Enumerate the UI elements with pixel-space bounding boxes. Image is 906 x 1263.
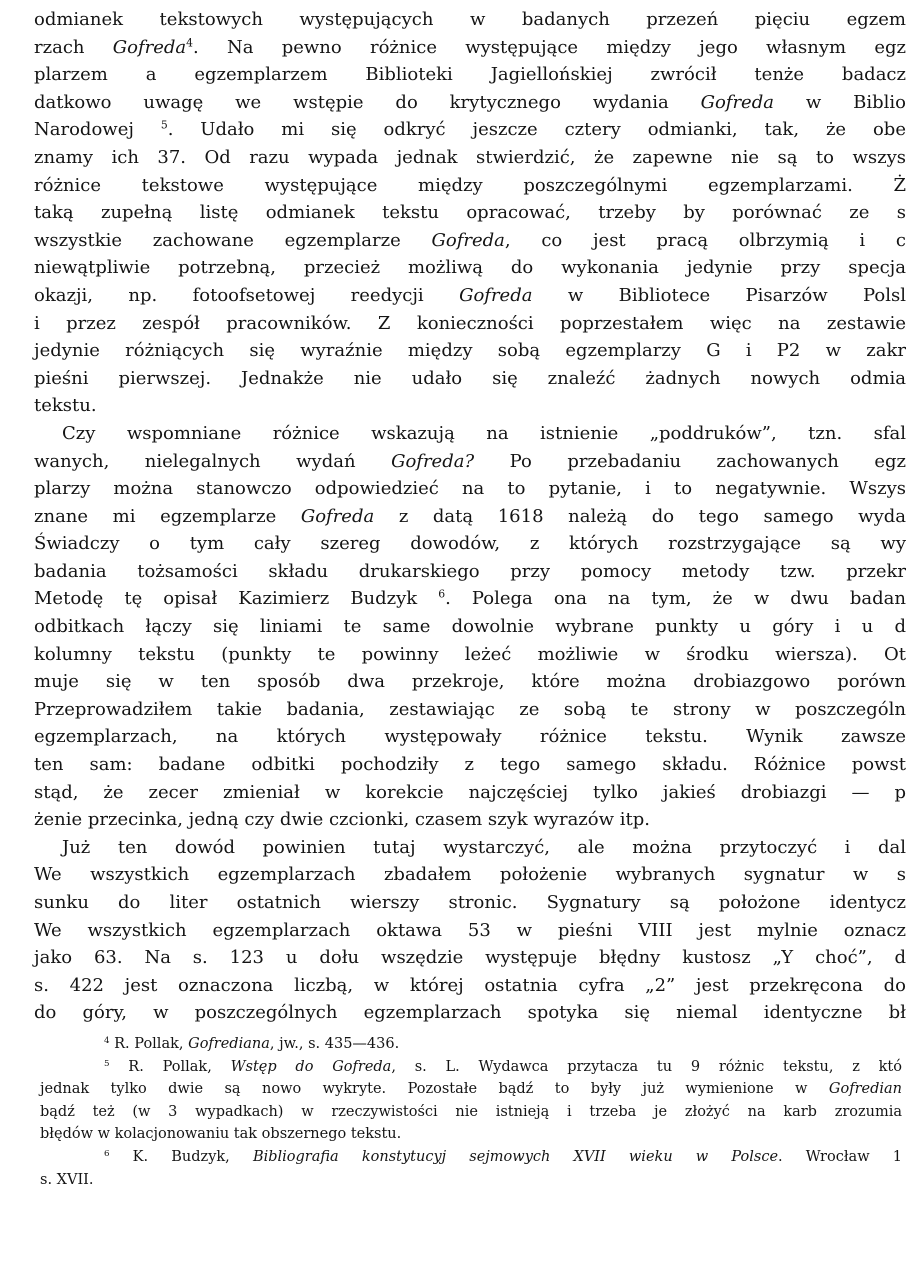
text-run: odbitkach łączy się liniami te same dowolnie wybrane punkty u góry i u d bbox=[34, 616, 906, 638]
text-line bbox=[34, 613, 906, 641]
text-line bbox=[34, 779, 906, 807]
footnote-ref: 6 bbox=[104, 1148, 110, 1159]
text-run: plarzy można stanowczo odpowiedzieć na to pytanie, i to negatywnie. Wszys bbox=[34, 478, 906, 500]
text-run: z datą 1618 należą do tego samego wyda bbox=[374, 505, 906, 527]
footnote-line bbox=[40, 1146, 902, 1169]
footnote-line bbox=[40, 1123, 902, 1146]
text-run: K. Budzyk, bbox=[109, 1148, 253, 1165]
italic-title: Gofreda bbox=[700, 91, 774, 113]
text-run: stąd, że zecer zmieniał w korekcie najczęściej tylko jakieś drobiazgi — p bbox=[34, 781, 906, 803]
text-run: We wszystkich egzemplarzach oktawa 53 w pieśni VIII jest mylnie oznacz bbox=[34, 919, 906, 941]
text-run: . Polega ona na tym, że w dwu badan bbox=[445, 588, 906, 610]
text-run: okazji, np. fotoofsetowej reedycji bbox=[34, 284, 460, 306]
text-line bbox=[34, 944, 906, 972]
text-run: Czy wspomniane różnice wskazują na istnienie „poddruków”, tzn. sfal bbox=[62, 422, 906, 444]
text-run: s. 422 jest oznaczona liczbą, w której ostatnia cyfra „2” jest przekręcona do bbox=[34, 974, 906, 996]
footnote-line bbox=[40, 1056, 902, 1079]
text-run: , co jest pracą olbrzymią i c bbox=[504, 229, 906, 251]
text-line bbox=[34, 227, 906, 255]
text-run: w Bibliotece Pisarzów Polsl bbox=[532, 284, 906, 306]
text-run: do góry, w poszczególnych egzemplarzach spotyka się niemal identyczne bł bbox=[34, 1002, 906, 1024]
text-run: Po przebadaniu zachowanych egz bbox=[474, 450, 906, 472]
text-run: jednak tylko dwie są nowo wykryte. Pozostałe bądź to były już wymienione w bbox=[40, 1081, 829, 1098]
text-line bbox=[34, 503, 906, 531]
text-run: , jw., s. 435—436. bbox=[269, 1036, 400, 1052]
text-run: plarzem a egzemplarzem Biblioteki Jagiellońskiej zwrócił tenże badacz bbox=[34, 64, 906, 86]
text-run: We wszystkich egzemplarzach zbadałem położenie wybranych sygnatur w s bbox=[34, 864, 906, 886]
text-run: Świadczy o tym cały szereg dowodów, z których rozstrzygające są wy bbox=[34, 533, 906, 555]
italic-title: Gofreda bbox=[300, 505, 375, 527]
text-run: różnice tekstowe występujące między poszczególnymi egzemplarzami. Ż bbox=[34, 174, 906, 196]
text-run: wszystkie zachowane egzemplarze bbox=[34, 229, 432, 251]
italic-title: Gofrediana bbox=[188, 1036, 270, 1052]
text-run: jedynie różniących się wyraźnie między sobą egzemplarzy G i P2 w zakr bbox=[34, 340, 906, 362]
footnotes bbox=[40, 1033, 902, 1191]
text-line bbox=[34, 254, 906, 282]
text-line bbox=[34, 392, 906, 420]
text-run: Przeprowadziłem takie badania, zestawiając ze sobą te strony w poszczególn bbox=[34, 698, 906, 720]
text-line bbox=[34, 530, 906, 558]
text-run: muje się w ten sposób dwa przekroje, które można drobiazgowo porówn bbox=[34, 671, 906, 693]
text-line bbox=[34, 365, 906, 393]
footnote-ref: 6 bbox=[438, 588, 446, 601]
text-run: Już ten dowód powinien tutaj wystarczyć, ale można przytoczyć i dal bbox=[62, 836, 906, 858]
text-run: datkowo uwagę we wstępie do krytycznego wydania bbox=[34, 91, 701, 113]
text-run: znamy ich 37. Od razu wypada jednak stwierdzić, że zapewne nie są to wszys bbox=[34, 146, 906, 168]
text-run: Narodowej bbox=[34, 119, 161, 141]
text-run: żenie przecinka, jedną czy dwie czcionki, czasem szyk wyrazów itp. bbox=[34, 809, 650, 831]
text-line bbox=[34, 61, 906, 89]
text-line bbox=[34, 861, 906, 889]
text-line bbox=[34, 999, 906, 1027]
text-line bbox=[34, 116, 906, 144]
text-line bbox=[34, 448, 906, 476]
italic-title: Gofreda? bbox=[391, 450, 475, 472]
text-line bbox=[34, 889, 906, 917]
text-run: R. Pollak, bbox=[109, 1036, 189, 1052]
footnote-ref: 5 bbox=[104, 1058, 110, 1069]
text-line bbox=[34, 834, 906, 862]
text-run: . Na pewno różnice występujące między jego własnym egz bbox=[193, 36, 906, 58]
body-text bbox=[34, 6, 906, 1027]
text-run: w Biblio bbox=[773, 91, 906, 113]
footnote-line bbox=[40, 1078, 902, 1101]
footnote-line bbox=[40, 1169, 902, 1192]
text-run: niewątpliwie potrzebną, przecież możliwą do wykonania jedynie przy specja bbox=[34, 257, 906, 279]
text-line bbox=[34, 806, 906, 834]
text-run: bądź też (w 3 wypadkach) w rzeczywistości nie istnieją i trzeba je złożyć na karb zrozumia bbox=[40, 1103, 902, 1120]
italic-title: Gofreda bbox=[459, 284, 533, 306]
text-line bbox=[34, 199, 906, 227]
text-run: wanych, nielegalnych wydań bbox=[34, 450, 392, 472]
footnote-ref: 4 bbox=[186, 36, 194, 50]
italic-title: Wstęp do Gofreda bbox=[230, 1058, 392, 1075]
text-run: , s. L. Wydawca przytacza tu 9 różnic tekstu, z któ bbox=[391, 1058, 902, 1075]
text-line bbox=[34, 723, 906, 751]
text-run: pieśni pierwszej. Jednakże nie udało się znaleźć żadnych nowych odmia bbox=[34, 367, 906, 389]
text-line bbox=[34, 585, 906, 613]
text-line bbox=[34, 172, 906, 200]
text-run: i przez zespół pracowników. Z konieczności poprzestałem więc na zestawie bbox=[34, 312, 906, 334]
text-run: . Udało mi się odkryć jeszcze cztery odmianki, tak, że obe bbox=[167, 119, 906, 141]
text-run: Metodę tę opisał Kazimierz Budzyk bbox=[34, 588, 439, 610]
text-run: egzemplarzach, na których występowały różnice tekstu. Wynik zawsze bbox=[34, 726, 906, 748]
italic-title: Bibliografia konstytucyj sejmowych XVII wieku w Polsce bbox=[252, 1148, 779, 1165]
text-line bbox=[34, 282, 906, 310]
footnote-ref: 5 bbox=[160, 118, 168, 132]
text-run: . Wrocław 1 bbox=[778, 1148, 902, 1165]
text-line bbox=[34, 917, 906, 945]
footnote-line bbox=[40, 1101, 902, 1124]
text-run: odmianek tekstowych występujących w badanych przezeń pięciu egzem bbox=[34, 9, 906, 30]
text-run: badania tożsamości składu drukarskiego przy pomocy metody tzw. przekr bbox=[34, 560, 906, 582]
text-run: taką zupełną listę odmianek tekstu opracować, trzeby by porównać ze s bbox=[34, 202, 906, 224]
text-line bbox=[34, 6, 906, 34]
text-run: błędów w kolacjonowaniu tak obszernego tekstu. bbox=[40, 1126, 402, 1143]
footnote-ref: 4 bbox=[104, 1035, 110, 1046]
text-run: rzach bbox=[34, 36, 113, 58]
text-line bbox=[34, 972, 906, 1000]
text-line bbox=[34, 558, 906, 586]
text-line bbox=[34, 751, 906, 779]
text-run: tekstu. bbox=[34, 395, 97, 417]
italic-title: Gofredian bbox=[828, 1081, 902, 1098]
text-line bbox=[34, 337, 906, 365]
text-line bbox=[34, 641, 906, 669]
text-run: jako 63. Na s. 123 u dołu wszędzie występuje błędny kustosz „Y choć”, d bbox=[34, 947, 906, 969]
text-line bbox=[34, 89, 906, 117]
italic-title: Gofreda bbox=[431, 229, 505, 251]
text-run: sunku do liter ostatnich wierszy stronic. Sygnatury są położone identycz bbox=[34, 892, 906, 913]
text-run: ten sam: badane odbitki pochodziły z tego samego składu. Różnice powst bbox=[34, 754, 906, 776]
text-line bbox=[34, 310, 906, 338]
text-line bbox=[34, 144, 906, 172]
text-line bbox=[34, 475, 906, 503]
italic-title: Gofreda bbox=[112, 36, 187, 58]
text-run: R. Pollak, bbox=[109, 1058, 231, 1075]
text-line bbox=[34, 696, 906, 724]
text-run: s. XVII. bbox=[40, 1171, 94, 1188]
text-run: kolumny tekstu (punkty te powinny leżeć możliwie w środku wiersza). Ot bbox=[34, 643, 906, 665]
text-line bbox=[34, 34, 906, 62]
text-line bbox=[34, 420, 906, 448]
text-line bbox=[34, 668, 906, 696]
text-run: znane mi egzemplarze bbox=[34, 505, 301, 527]
footnote-line bbox=[40, 1033, 902, 1056]
